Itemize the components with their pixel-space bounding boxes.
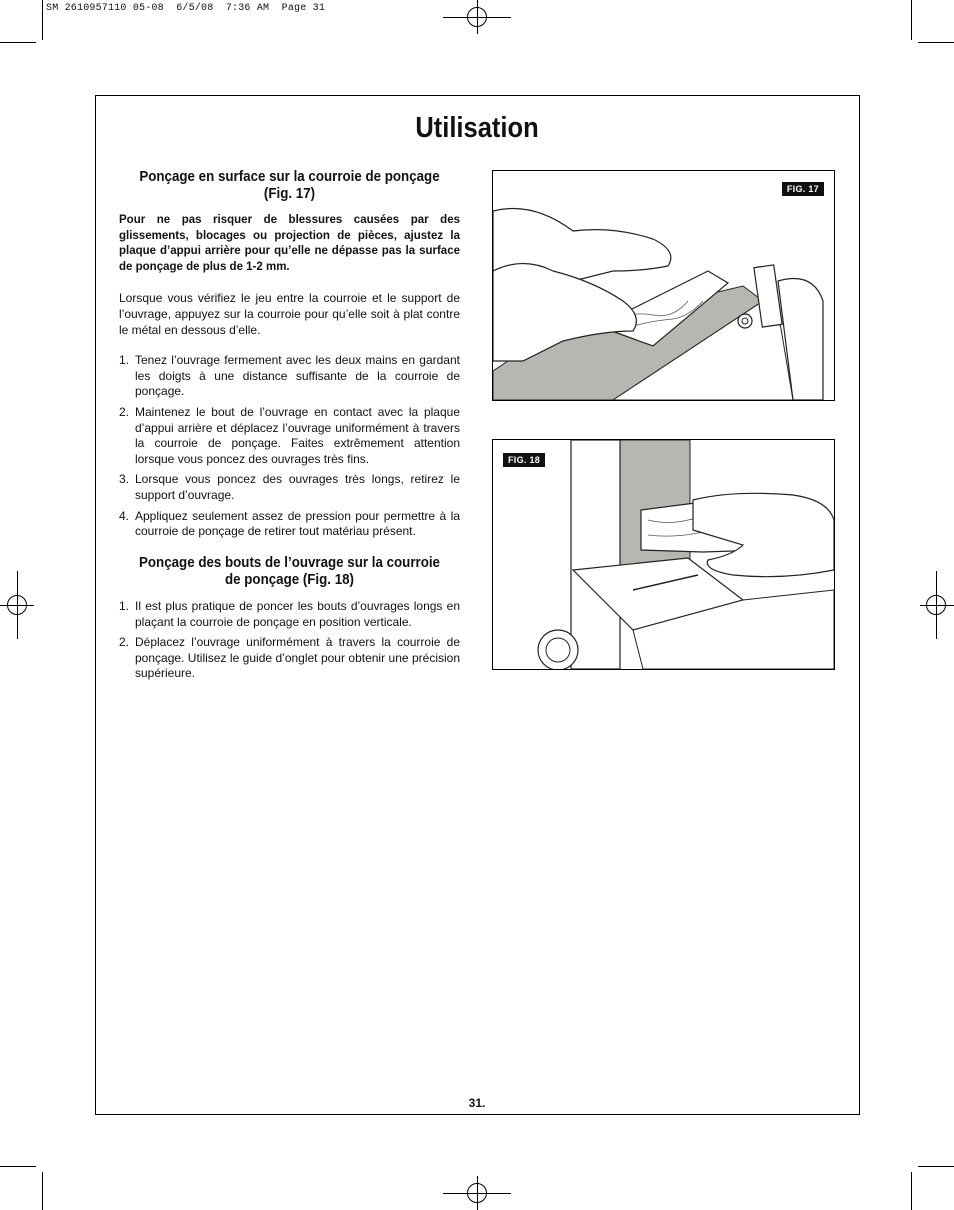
- steps-list: [119, 599, 460, 682]
- page-title: Utilisation: [415, 112, 539, 144]
- fig18-illustration: [493, 440, 834, 669]
- section-surface-sanding: [119, 169, 460, 545]
- fig17-illustration: [493, 171, 834, 400]
- section-heading: Ponçage des bouts de l’ouvrage sur la courroie de ponçage (Fig. 18): [139, 555, 440, 588]
- figure-18: [492, 439, 835, 670]
- steps-list: [119, 353, 460, 540]
- warning-text: Pour ne pas risquer de blessures causées par des glissements, blocages ou projection de pièces, ajustez la plaque d’appui arrière pour qu’elle ne dépasse pas la surface de ponçage de plus de 1-2 mm.: [119, 214, 460, 273]
- list-item: 2. Maintenez le bout de l’ouvrage en contact avec la plaque d’appui arrière et déplacez l’ouvrage uniformément à travers la courroie de ponçage. Faites extrêmement attention lorsque vous poncez des ouvrages très fins.: [119, 404, 460, 466]
- list-item: 2. Déplacez l’ouvrage uniformément à travers la courroie de ponçage. Utilisez le guide d’onglet pour obtenir une précision supérieure.: [119, 635, 460, 681]
- list-item: 3. Lorsque vous poncez des ouvrages très longs, retirez le support d’ouvrage.: [119, 472, 460, 502]
- list-item: 1. Tenez l’ouvrage fermement avec les deux mains en gardant les doigts à une distance suffisante de la courroie de ponçage.: [119, 353, 460, 399]
- intro-paragraph: Lorsque vous vérifiez le jeu entre la courroie et le support de l’ouvrage, appuyez sur la courroie pour qu’elle soit à plat contre le métal en dessous d’elle.: [119, 291, 460, 337]
- fig18-label: FIG. 18: [503, 453, 545, 467]
- section-heading: Ponçage en surface sur la courroie de ponçage (Fig. 17): [139, 169, 440, 202]
- section-end-sanding: [119, 555, 460, 687]
- list-item: 4. Appliquez seulement assez de pression pour permettre à la courroie de ponçage de retirer tout matériau présent.: [119, 508, 460, 539]
- figure-17: [492, 170, 835, 401]
- fig17-label: FIG. 17: [782, 182, 824, 196]
- print-slug: SM 2610957110 05-08 6/5/08 7:36 AM Page 31: [46, 3, 326, 14]
- list-item: 1. Il est plus pratique de poncer les bouts d’ouvrages longs en plaçant la courroie de ponçage en position verticale.: [119, 599, 460, 629]
- page-number: 31.: [468, 1096, 486, 1110]
